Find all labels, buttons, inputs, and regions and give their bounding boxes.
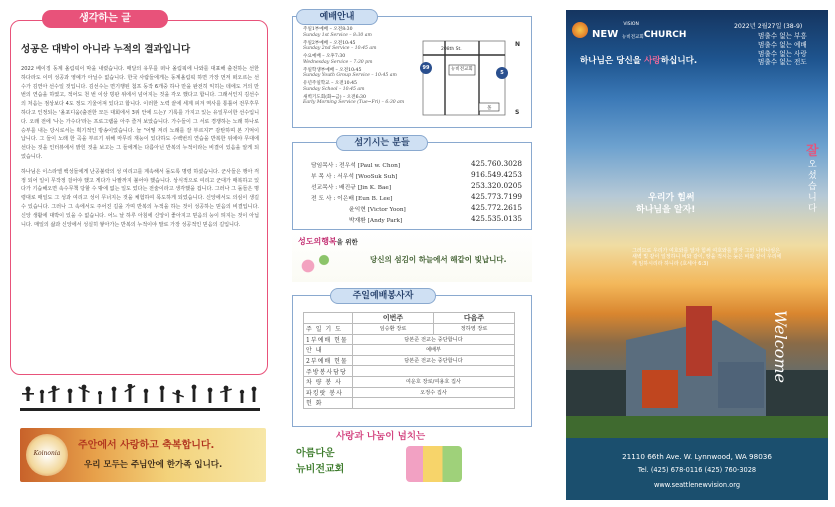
revival-stanzas: 멈출수 없는 부흥 멈출수 없는 예배 멈출수 없는 사랑 멈출수 없는 전도 xyxy=(758,32,807,67)
silhouette-people-illustration xyxy=(20,384,260,412)
staff-row: 윤익현 [Victor Yoon] 425.772.2615 xyxy=(349,203,523,213)
map-mall-label: 몰 xyxy=(487,106,492,111)
route-5-marker: 5 xyxy=(500,70,504,76)
map-street-label: 208th St. xyxy=(441,47,462,52)
service-item: 새벽기도회(화~금) – 오전6:30 Early Morning Service (Tue~Fri) – 6:30 am xyxy=(303,94,405,106)
staff-row: 담임목사 : 전우석 [Paul w. Chon] 425.760.3028 xyxy=(311,159,523,169)
church-contact-footer xyxy=(566,438,828,500)
banner-line-c: 뉴비전교회 xyxy=(296,464,345,475)
worship-tab: 예배안내 xyxy=(296,9,378,25)
col-this-week: 이번주 xyxy=(353,313,434,324)
service-item: 수요예배 – 오후7:30 Wednesday Service – 7:30 pm xyxy=(303,54,373,65)
essay-box xyxy=(10,20,268,375)
table-row: 헌 화 xyxy=(304,398,515,409)
table-header xyxy=(304,313,515,324)
welcome-en: Welcome xyxy=(771,310,790,383)
banner-sub-text: 우리 모두는 주님안에 한가족 입니다. xyxy=(84,460,223,470)
slogan-line-2: 하나님을 알자! xyxy=(636,205,696,215)
welcome-ko: 오셨습니다 xyxy=(808,160,817,214)
compass-s: S xyxy=(515,109,520,116)
service-item: 주일2부예배 – 오전10:45 Sunday 2nd Service – 10:45 am xyxy=(303,40,377,52)
volunteers-table xyxy=(303,312,515,409)
service-item: 유년주일학교 – 오전10:45 Sunday School – 10:45 am xyxy=(303,81,365,92)
staff-row: 전 도 사 : 이은배 [Eun B. Lee] 425.773.7199 xyxy=(311,192,523,202)
church-logo: NEW $^{VISION}$ CHURCH xyxy=(592,22,687,40)
slogan-line-1: 우리가 힘써 xyxy=(648,193,695,203)
hope-banner xyxy=(292,232,532,282)
bulletin-date: 2022년 2월27일 (38-9) xyxy=(734,23,803,30)
essay-title: 성공은 대박이 아니라 누적의 결과입니다 xyxy=(21,44,191,55)
essay-paragraph: 2022 베이징 동계 올림픽이 막을 내렸습니다. 매달의 유무를 떠나 올림픽에 나와를 대표해 출전하는 선한 하다라도 이미 성공과 영예가 아닐수 없습니다. 한국 사람들에게는 동계올림픽 하면 가장 먼저 떠오르는 선수가 김연아 선수일 것입니다. 김선수는 면기행된 첨프 동작 6개중 하나 만을 완전히 익히는 데에도 거의 만 번의 연습을 하였고, 적어도 천 번 이상 빙판 위에서 넘어지는 것을 각오 했다고 합니다. 그래서인지 김선수의 처음는 점상보다 4도 정도 기울어져 있다고 합니다. 이러한 노력 끝에 세계 피겨 역사를 통틀어 전무후무하다고 인정되는 '올포디움(출전한 모든 대회에서 3위 안에 드는)' 기록를 가지고 있는 유일무이한 선수입니다. 오래 전에 '나는 가수다'라는 프로그램을 아주 즐겨 보았습니다. 가수들이 그 서로 경쟁하는 노래 하나로 승부를 내는 당시로서는 획기적인 방송이었습니다. 늘 "어떻 저리 노래를 잘 부르지?" 감탄하며 본 기억이 납니다. 그 들이 노래 한 곡을 부르기 위해 마무리 재능이 있다하도 수백번의 연습을 반복한 뒤에야 무대에 선다는 것을 인터뷰에서 밝힌 것을 보고는 그 들에게는 다름아닌 반복의 누적이라는 비결이 있음을 알게 되었습니다. xyxy=(21,66,259,160)
essay-paragraph: 하나님은 이스라엘 백성들에게 난공불락의 성 여리고를 계속해서 돌도록 명령 하셨습니다. 군사들은 행아 걱정 되어 일이 무작정 걸어야 했고 게다가 나팔까지 불어야 했습니다. 상식적으로 여리고 군대가 매복하고 있다가 기습해오면 속수무책 당할 수 밖에 없는 일도 었다는 전술이라고 생각했을 겁니다. 그러나 그 돌들은 명령대로 매일도 그 성과 여리고 성이 무너지는 것을 체험하여 목도하게 되었습니다. 신앙에서도 의심이 생길 수 있습니다. 그러나 그 속에서도 주어진 길을 가며 반복의 누적을 하는 것이 성공하는 믿음의 비결입니다. 신앙 생활에 대박이 있을 수 없습니다. 어느 날 하루 아침에 신앙이 좋아지고 믿음의 능이 띄지는 것이 아닙니다. 매일의 삶과 신앙에서 성실히 쌓아가는 반복의 누적이야 말로 가장 성공적인 믿음의 길입니다. xyxy=(21,168,259,228)
koinonia-banner xyxy=(20,428,266,482)
banner-line-b: 아름다운 xyxy=(296,448,335,459)
welcome-ko-big: 잘 xyxy=(806,144,819,159)
table-row: 안 내 예배부 xyxy=(304,345,515,356)
motto: 하나님은 당신을 사랑하십니다. xyxy=(580,56,698,66)
koinonia-logo-label: Koinonia xyxy=(33,450,61,457)
church-logo-icon xyxy=(572,22,588,38)
table-row: 파킹랏 봉사 오정수 집사 xyxy=(304,387,515,398)
hope-title: 성도의행복을 위한 xyxy=(298,237,358,246)
worship-info-box xyxy=(292,16,532,128)
table-row: 1부예배 헌물 담본준 전교는 중단합니다 xyxy=(304,334,515,345)
church-website[interactable]: www.seattlenewvision.org xyxy=(653,481,740,489)
essay-tab: 생각하는 글 xyxy=(42,10,168,28)
table-row: 주 일 기 도 임승환 장로 정하영 장로 xyxy=(304,324,515,335)
bible-verse: 그러므로 우리가 여호와를 알자 힘써 여호와를 알자 그의 나타나심은 새벽 빛 같이 일정하니 비와 같이, 땅을 적시는 늦은 비와 같이 우리에게 임하시리라 하니라 (호세아 6:3) xyxy=(632,248,782,267)
staff-row: 선교목사 : 배진규 [Jin K. Bae] 253.320.0205 xyxy=(311,181,523,191)
banner-main-text: 주안에서 사랑하고 축복합니다. xyxy=(78,440,215,451)
church-address: 21110 66th Ave. W. Lynnwood, WA 98036 xyxy=(622,452,772,461)
table-row: 차 량 봉 사 여운호 장로/여용호 집사 xyxy=(304,376,515,387)
staff-row: 부 목 사 : 서우석 [WooSuk Suh] 916.549.4253 xyxy=(311,170,523,180)
service-item: 주일학생부예배 – 오전10:45 Sunday Youth Group Service – 10:45 am xyxy=(303,67,397,79)
bulletin-cover xyxy=(566,10,828,500)
hope-line: 당신의 섬김이 하늘에서 해같이 빛납니다. xyxy=(370,255,507,264)
service-item: 주일1부예배 – 오전8:30 Sunday 1st Service – 8:30 am xyxy=(303,27,372,38)
church-logo-ko: 뉴비전교회 xyxy=(622,35,644,40)
staff-row: 박재환 [Andy Park] 425.535.0135 xyxy=(349,214,523,224)
essay-body xyxy=(21,65,259,229)
table-row: 주방봉사담당 xyxy=(304,366,515,377)
volunteers-box xyxy=(292,295,532,427)
church-location-map xyxy=(415,35,523,121)
map-church-label: 뉴비전교회 xyxy=(451,67,473,72)
staff-box xyxy=(292,142,532,230)
table-row: 2부예배 헌물 담본준 전교는 중단합니다 xyxy=(304,355,515,366)
love-sharing-banner xyxy=(296,428,466,486)
route-99-marker: 99 xyxy=(422,65,430,71)
col-next-week: 다음주 xyxy=(434,313,515,324)
gift-illustration xyxy=(406,446,462,482)
flower-decoration xyxy=(296,248,336,278)
banner-line-a: 사랑과 나눔이 넘치는 xyxy=(336,431,426,442)
staff-tab: 섬기시는 분들 xyxy=(336,135,428,151)
church-phone: Tel. (425) 678-0116 (425) 760-3028 xyxy=(637,466,757,474)
volunteers-tab: 주일예배봉사자 xyxy=(330,288,436,304)
compass-n: N xyxy=(515,41,521,48)
service-list xyxy=(303,27,413,106)
